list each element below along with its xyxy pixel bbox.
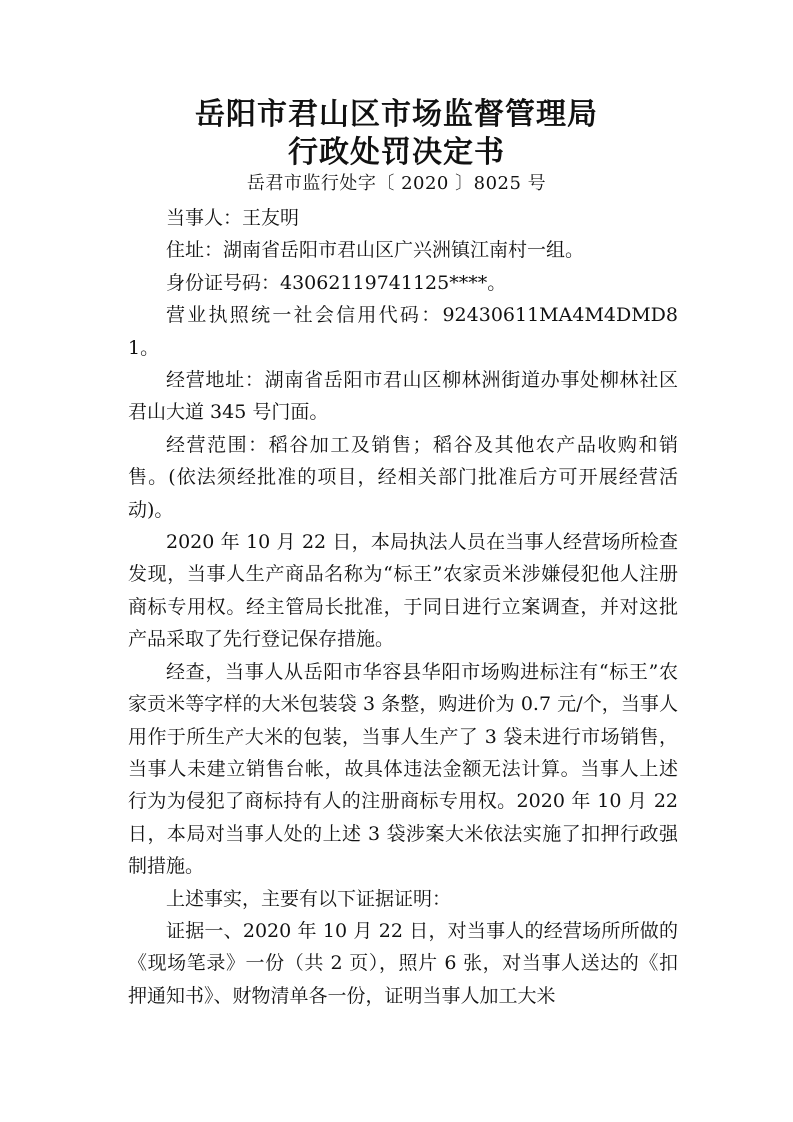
party-address: 住址：湖南省岳阳市君山区广兴洲镇江南村一组。 — [166, 239, 585, 262]
document-title-agency: 岳阳市君山区市场监督管理局 — [195, 97, 598, 132]
party-name: 当事人：王友明 — [166, 207, 300, 229]
business-address: 经营地址：湖南省岳阳市君山区柳林洲街道办事处柳林社区君山大道 345 号门面。 — [128, 369, 678, 424]
document-body — [128, 202, 678, 1012]
investigation-findings-paragraph: 经查，当事人从岳阳市华容县华阳市场购进标注有“标王”农家贡米等字样的大米包装袋 3 条整，购进价为 0.7 元/个，当事人用作于所生产大米的包装，当事人生产了 3 袋未进行市场销售，当事人未建立销售台帐，故具体违法金额无法计算。当事人上述行为为侵犯了商标持有人的注册商标专用权。2020 年 10 月 22 日，本局对当事人处的上述 3 袋涉案大米依法实施了扣押行政强制措施。 — [128, 660, 678, 878]
document-title-type: 行政处罚决定书 — [288, 135, 505, 170]
business-license-code: 营业执照统一社会信用代码：92430611MA4M4DMD81。 — [128, 304, 678, 359]
document-number: 岳君市监行处字〔 2020 〕8025 号 — [246, 173, 547, 194]
evidence-intro: 上述事实，主要有以下证据证明： — [166, 887, 452, 910]
evidence-item-1: 证据一、2020 年 10 月 22 日，对当事人的经营场所所做的《现场笔录》一份（共 2 页），照片 6 张，对当事人送达的《扣押通知书》、财物清单各一份，证明当事人加工大米 — [128, 919, 678, 1007]
business-scope: 经营范围：稻谷加工及销售；稻谷及其他农产品收购和销售。(依法须经批准的项目，经相关部门批准后方可开展经营活动)。 — [128, 433, 678, 521]
party-id-number: 身份证号码：43062119741125****。 — [166, 271, 507, 294]
case-filing-paragraph: 2020 年 10 月 22 日，本局执法人员在当事人经营场所检查发现，当事人生产商品名称为“标王”农家贡米涉嫌侵犯他人注册商标专用权。经主管局长批准，于同日进行立案调查，并对这批产品采取了先行登记保存措施。 — [128, 531, 678, 651]
